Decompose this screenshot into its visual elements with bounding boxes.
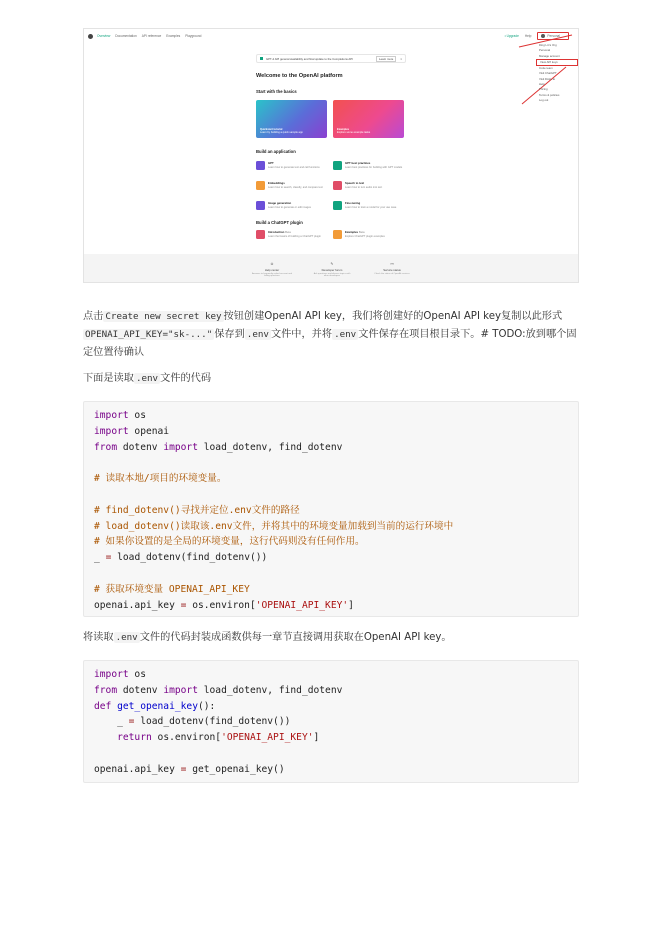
basics-heading: Start with the basics — [256, 89, 297, 94]
keyword: import — [94, 669, 129, 680]
keyword: import — [163, 441, 198, 453]
top-nav — [84, 29, 578, 43]
app-gpt[interactable] — [256, 161, 336, 175]
account-dropdown-menu — [536, 43, 578, 103]
openai-logo-icon — [88, 34, 93, 39]
inline-code: OPENAI_API_KEY="sk-..." — [85, 329, 213, 340]
footer-title: Developer forum — [321, 268, 343, 272]
footer-title: Service status — [383, 268, 401, 272]
menu-item-logout[interactable]: Log out — [539, 97, 549, 102]
app-title: Speech to text — [345, 181, 365, 185]
app-desc: Learn how to train a model for your use case — [345, 206, 397, 209]
function-name: get_openai_key — [111, 700, 198, 712]
app-gpt-best-practices[interactable] — [333, 161, 413, 175]
card-title: Examples — [337, 128, 350, 131]
code-text: openai.api_key — [94, 599, 181, 611]
speech-icon — [333, 181, 342, 190]
keyword: from — [94, 441, 118, 453]
text: 文件的代码 — [160, 373, 212, 384]
code-text: os — [128, 410, 146, 421]
text: 按钮创建OpenAI API key，我们将创建好的OpenAI API key复制以此形式 — [223, 311, 563, 322]
plugin-examples[interactable] — [333, 230, 413, 244]
keyword: def — [94, 700, 112, 712]
app-desc: Learn how to generate or edit images — [268, 206, 311, 209]
code-comment: # find_dotenv()寻找并定位.env文件的路径 — [94, 504, 300, 516]
code-text: load_dotenv, find_dotenv — [197, 441, 343, 453]
code-text: os.environ[ — [151, 732, 222, 744]
beta-badge: Beta — [358, 230, 365, 234]
operator: = — [180, 763, 187, 775]
menu-item-org[interactable]: Ding Lin's Org — [539, 43, 557, 47]
operator: = — [105, 552, 112, 564]
inline-code: Create new secret key — [105, 311, 222, 322]
string: 'OPENAI_API_KEY' — [255, 599, 349, 611]
embeddings-icon — [256, 181, 265, 190]
best-practices-icon — [333, 161, 342, 170]
text: 保存到 — [214, 329, 245, 340]
menu-item-pricing[interactable]: Pricing — [539, 87, 548, 92]
footer-desc: Ask questions and discuss topics with other developers — [313, 273, 351, 277]
code-text: get_openai_key() — [186, 763, 285, 775]
app-embeddings[interactable] — [256, 181, 336, 195]
app-fine-tuning[interactable] — [333, 201, 413, 215]
menu-item-visit-dalle[interactable]: Visit DALL·E — [539, 76, 555, 81]
nav-documentation[interactable]: Documentation — [115, 34, 137, 38]
card-title: Quickstart tutorial — [260, 128, 283, 131]
nav-overview[interactable]: Overview — [97, 34, 111, 38]
fine-tuning-icon — [333, 201, 342, 210]
code-text: _ — [94, 716, 129, 728]
openai-platform-screenshot — [83, 28, 579, 283]
nav-examples[interactable]: Examples — [166, 34, 181, 38]
code-block-get-key[interactable] — [83, 660, 579, 783]
text: 下面是读取 — [83, 373, 134, 384]
code-comment: # 获取环境变量 OPENAI_API_KEY — [94, 583, 250, 595]
app-desc: Learn best practices for building with GPT models — [345, 166, 403, 169]
menu-item-visit-chatgpt[interactable]: Visit ChatGPT — [539, 71, 557, 76]
inline-code: .env — [246, 329, 269, 340]
page-title: Welcome to the OpenAI platform — [256, 73, 343, 79]
text: 点击 — [83, 311, 104, 322]
keyword: import — [163, 684, 198, 696]
close-icon[interactable]: × — [400, 56, 402, 61]
menu-item-terms[interactable]: Terms & policies — [539, 92, 560, 97]
keyword: return — [94, 732, 152, 744]
app-title: Fine-tuning — [345, 201, 361, 205]
personal-label: Personal — [547, 34, 560, 38]
code-text: load_dotenv(find_dotenv()) — [134, 716, 291, 728]
code-text: os — [128, 669, 146, 680]
code-comment: # 如果你设置的是全局的环境变量，这行代码则没有任何作用。 — [94, 536, 365, 548]
text: 文件保存在项目根目录下。# TODO:放到哪个固定位置待确认 — [83, 329, 577, 358]
app-desc: Learn how to turn audio into text — [345, 186, 383, 189]
introduction-icon — [256, 230, 265, 239]
inline-code: .env — [115, 632, 138, 643]
menu-item-manage-account[interactable]: Manage account — [539, 53, 560, 58]
announcement-banner — [256, 54, 406, 63]
text: 将读取 — [83, 632, 114, 643]
string: 'OPENAI_API_KEY' — [221, 732, 314, 744]
banner-text: GPT-4 API general availability and final update to the Completions API — [266, 56, 353, 61]
paragraph-wrap-function — [83, 629, 579, 647]
keyword: import — [94, 425, 129, 437]
code-text: _ — [94, 552, 106, 564]
menu-item-invite-team[interactable]: Invite team — [539, 66, 553, 71]
examples-card[interactable] — [333, 100, 404, 138]
code-text: (): — [197, 700, 216, 712]
inline-code: .env — [135, 373, 159, 384]
inline-code: .env — [334, 329, 357, 340]
app-speech-to-text[interactable] — [333, 181, 413, 195]
plugin-title: Introduction — [268, 230, 285, 234]
service-status-link[interactable] — [372, 262, 412, 283]
menu-item-help[interactable]: Help — [539, 82, 545, 87]
upgrade-link[interactable]: • Upgrade — [504, 34, 519, 38]
app-title: GPT — [268, 161, 274, 165]
code-text: load_dotenv(find_dotenv()) — [111, 552, 268, 564]
app-desc: Learn how to generate text and call functions — [268, 166, 320, 169]
operator: = — [128, 716, 135, 728]
paragraph-create-key — [83, 308, 579, 362]
status-icon: ⊶ — [390, 262, 394, 266]
plugin-desc: Explore ChatGPT plugin examples — [345, 235, 385, 238]
keyword: from — [94, 684, 118, 696]
help-center-link[interactable] — [252, 262, 292, 283]
footer-desc: Check the status of OpenAI services — [374, 273, 410, 275]
paragraph-read-env — [83, 370, 579, 388]
code-text: openai — [128, 425, 170, 437]
image-icon — [256, 201, 265, 210]
code-text: dotenv — [117, 684, 164, 696]
code-comment: # 读取本地/项目的环境变量。 — [94, 473, 227, 485]
announcement-icon — [260, 57, 263, 60]
app-image-generation[interactable] — [256, 201, 336, 215]
operator: = — [180, 599, 187, 611]
code-text: openai.api_key — [94, 763, 181, 775]
help-center-icon: ⊙ — [270, 262, 274, 266]
app-title: Image generation — [268, 201, 292, 205]
app-title: GPT best practices — [345, 161, 371, 165]
nav-api-reference[interactable]: API reference — [141, 34, 162, 38]
code-text: load_dotenv, find_dotenv — [197, 684, 343, 696]
plugin-introduction[interactable] — [256, 230, 336, 244]
code-text: os.environ[ — [186, 599, 256, 611]
plugin-heading: Build a ChatGPT plugin — [256, 220, 303, 225]
menu-item-personal[interactable]: Personal — [539, 48, 551, 53]
menu-item-view-api-keys[interactable]: View API keys — [536, 59, 578, 66]
beta-badge: Beta — [285, 230, 291, 234]
app-desc: Learn how to search, classify, and compare text — [268, 186, 323, 189]
card-desc: Explore some example tasks — [337, 131, 371, 134]
footer-links — [84, 254, 579, 283]
keyword: import — [94, 410, 129, 421]
developer-forum-link[interactable] — [312, 262, 352, 283]
card-desc: Learn by building a quick sample app — [260, 131, 303, 134]
learn-more-button[interactable]: Learn more — [376, 56, 396, 62]
forum-icon: ✎ — [330, 262, 334, 266]
code-text: ] — [348, 599, 354, 611]
help-link[interactable]: Help — [524, 34, 532, 38]
code-block-load-env[interactable] — [83, 401, 579, 617]
app-title: Embeddings — [268, 181, 285, 185]
footer-desc: Answers to frequently asked account and billing questions — [252, 273, 293, 277]
examples-icon — [333, 230, 342, 239]
plugin-title: Examples — [345, 230, 359, 234]
gpt-icon — [256, 161, 265, 170]
footer-title: Help center — [264, 268, 280, 272]
build-heading: Build an application — [256, 149, 296, 154]
nav-playground[interactable]: Playground — [185, 34, 202, 38]
code-text: ] — [313, 732, 320, 744]
text: 文件的代码封装成函数供每一章节直接调用获取在OpenAI API key。 — [139, 632, 452, 643]
plugin-desc: Learn the basics of building a ChatGPT plugin — [268, 235, 321, 238]
text: 文件中，并将 — [270, 329, 333, 340]
code-text: dotenv — [117, 441, 164, 453]
code-comment: # load_dotenv()读取该.env文件，并将其中的环境变量加载到当前的运行环境中 — [94, 520, 454, 532]
quickstart-card[interactable] — [256, 100, 327, 138]
